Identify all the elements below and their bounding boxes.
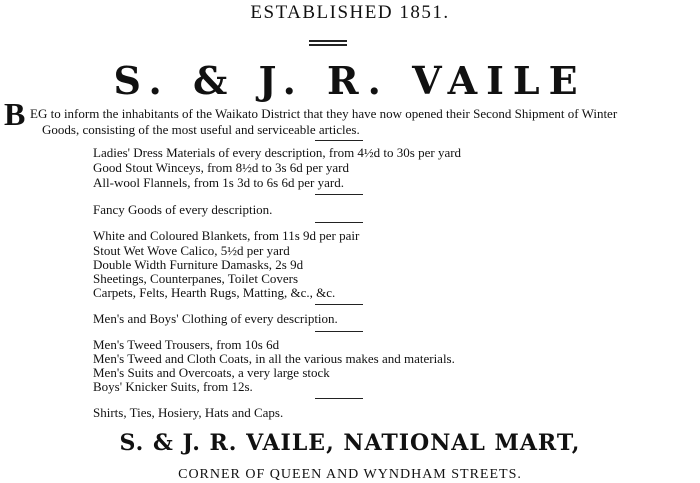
divider [309,40,347,42]
divider [315,222,363,223]
list-item: Boys' Knicker Suits, from 12s. [93,379,253,394]
divider [315,398,363,399]
intro-line-2: Goods, consisting of the most useful and serviceable articles. [42,122,360,137]
list-item: Carpets, Felts, Hearth Rugs, Matting, &c., &c. [93,285,336,300]
list-item: All-wool Flannels, from 1s 3d to 6s 6d per yard. [93,175,344,190]
list-item: White and Coloured Blankets, from 11s 9d per pair [93,228,360,243]
divider [315,140,363,141]
list-item: Men's and Boys' Clothing of every description. [93,311,338,326]
divider [315,331,363,332]
drop-cap: B [4,96,26,132]
list-item: Stout Wet Wove Calico, 5½d per yard [93,243,290,258]
list-item: Men's Suits and Overcoats, a very large stock [93,365,330,380]
divider [309,44,347,46]
list-item: Sheetings, Counterpanes, Toilet Covers [93,271,299,286]
established-heading: ESTABLISHED 1851. [250,2,450,23]
list-item: Men's Tweed and Cloth Coats, in all the various makes and materials. [93,351,455,366]
divider [315,194,363,195]
list-item: Double Width Furniture Damasks, 2s 9d [93,257,304,272]
intro-line-1: EG to inform the inhabitants of the Waikato District that they have now opened their Second Shipment of Winter [30,106,618,121]
list-item: Good Stout Winceys, from 8½d to 3s 6d per yard [93,160,349,175]
divider [315,304,363,305]
list-item: Shirts, Ties, Hosiery, Hats and Caps. [93,405,284,420]
list-item: Fancy Goods of every description. [93,202,273,217]
firm-name-heading: S. & J. R. VAILE [113,58,587,103]
list-item: Men's Tweed Trousers, from 10s 6d [93,337,280,352]
list-item: Ladies' Dress Materials of every description, from 4½d to 30s per yard [93,145,462,160]
footer-street-address: CORNER OF QUEEN AND WYNDHAM STREETS. [178,467,522,482]
footer-firm-address: S. & J. R. VAILE, NATIONAL MART, [119,430,581,456]
